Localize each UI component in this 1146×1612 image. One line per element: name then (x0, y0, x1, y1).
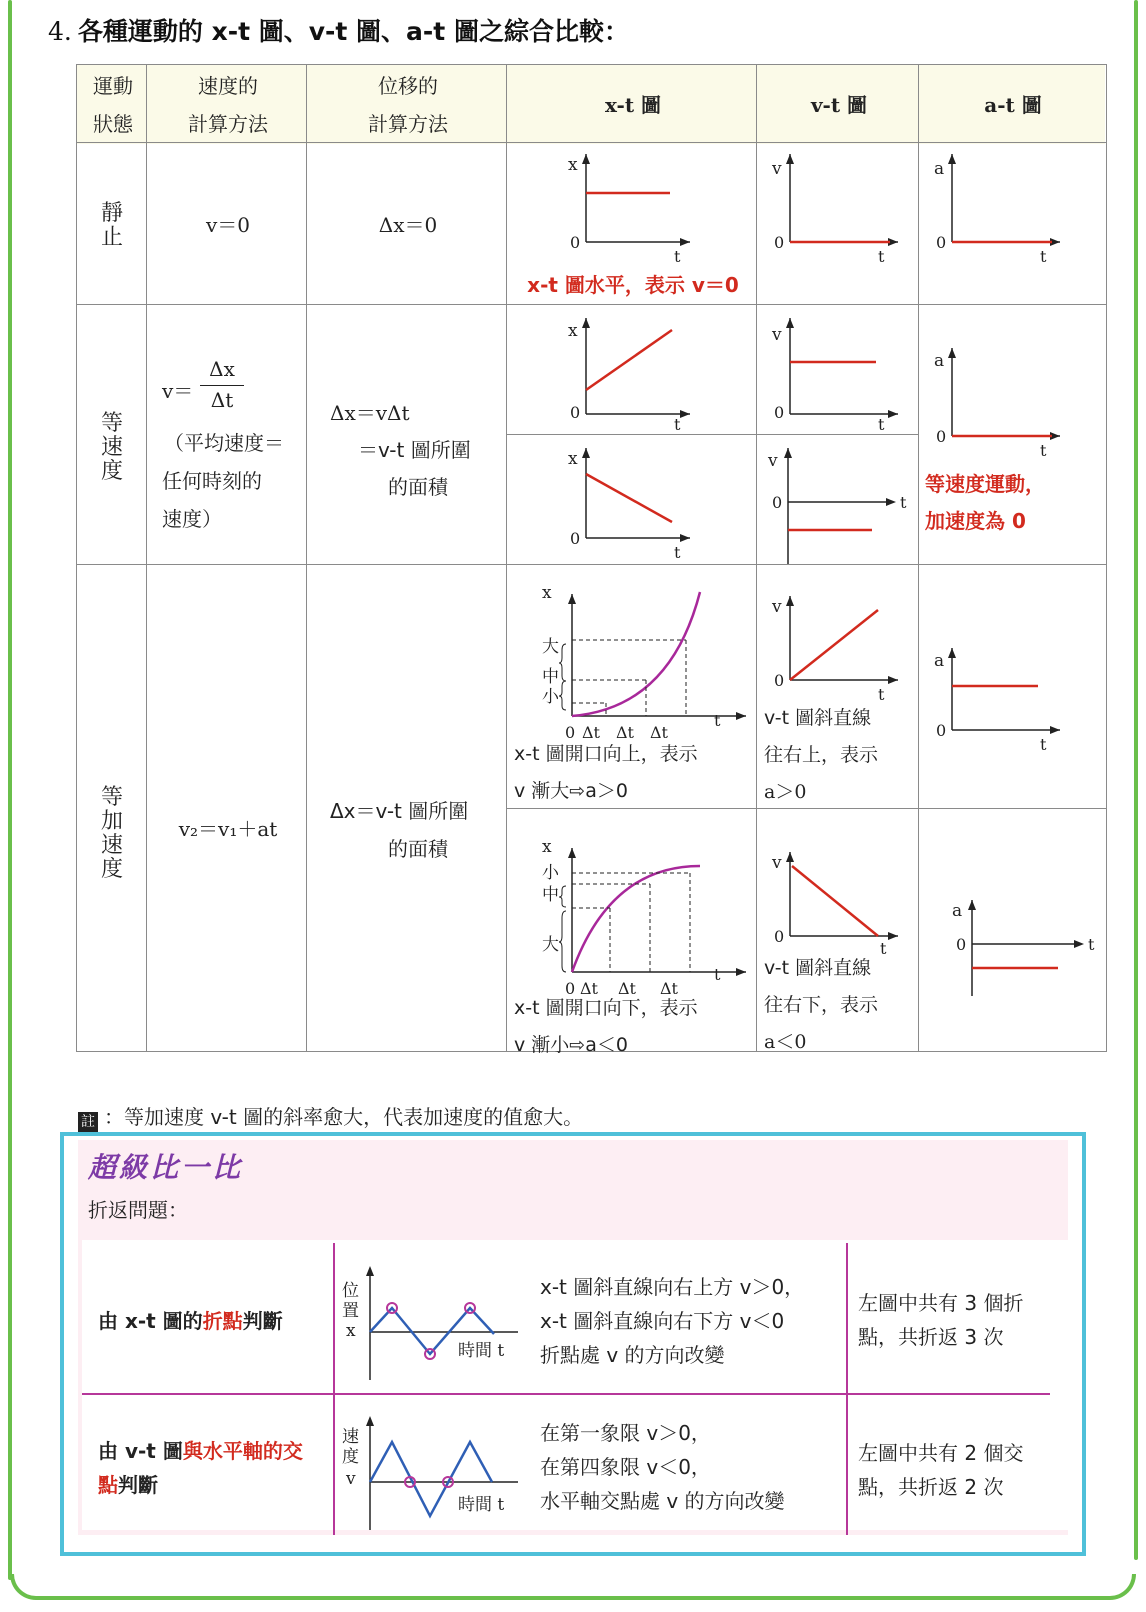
velocity-note-line2: 任何時刻的 (162, 469, 262, 493)
row1-method-post: 判斷 (242, 1309, 283, 1333)
origin-label: 0 (565, 979, 576, 998)
accel-up-vt-graph (760, 590, 920, 706)
uniform-at-caption-line1: 等速度運動， (925, 472, 1045, 496)
row2-method-post: 判斷 (118, 1473, 158, 1497)
label-mid: 中 (542, 667, 559, 687)
t-axis-arrow (680, 238, 690, 246)
a-axis-label: a (952, 901, 963, 921)
compare-row1-result (858, 1286, 1023, 1354)
delta-t-2: Δt (616, 723, 634, 742)
section-title: 各種運動的 x-t 圖、v-t 圖、a-t 圖之綜合比較： (77, 17, 629, 46)
a-axis-label: a (934, 351, 945, 371)
t-axis-label: t (900, 493, 907, 512)
velocity-formula-prefix: v＝ (162, 379, 194, 403)
xt-line (586, 330, 672, 390)
velocity-formula-numerator: Δx (209, 357, 235, 381)
header-vt-graph: v-t 圖 (810, 93, 868, 117)
uniform-at-caption (925, 466, 1045, 540)
header-at-graph: a-t 圖 (984, 93, 1042, 117)
accel-down-xt-graph (520, 837, 750, 998)
page-frame-right (1134, 0, 1138, 1560)
note-mark: 註 (78, 1112, 98, 1132)
row2-explain-3: 水平軸交點處 v 的方向改變 (540, 1489, 785, 1513)
t-axis-label: t (674, 543, 681, 562)
compare-row-divider (82, 1393, 1050, 1395)
uniform-at-caption-line2: 加速度為 0 (925, 509, 1026, 533)
row1-explain-1: x-t 圖斜直線向右上方 v＞0， (540, 1275, 805, 1299)
x-axis-label: x (568, 449, 578, 469)
accel-up-vt-caption-line2: 往右上，表示 (764, 744, 879, 766)
accel-down-vt-caption (764, 950, 878, 1061)
header-state (78, 67, 148, 143)
origin-label: 0 (772, 493, 783, 512)
origin-label: 0 (936, 721, 947, 740)
row1-method-highlight: 折點 (202, 1309, 243, 1333)
row2-method-pre: 由 v-t 圖 (98, 1439, 183, 1463)
x-label: 時間 t (458, 1495, 505, 1515)
row2-explain-2: 在第四象限 v＜0， (540, 1455, 711, 1479)
x-axis-label: x (542, 583, 552, 603)
v-axis-label: v (772, 325, 782, 345)
header-state-line2: 狀態 (93, 112, 133, 136)
v-axis-label: v (772, 159, 782, 179)
label-big: 大 (542, 637, 559, 657)
compare-row1-explain (540, 1270, 804, 1372)
compare-box-title: 超級比一比 (88, 1151, 244, 1184)
xt-curve (572, 866, 700, 972)
header-velocity (148, 67, 308, 143)
x-axis-label: x (568, 155, 578, 175)
row2-explain-1: 在第一象限 v＞0， (540, 1421, 711, 1445)
rest-vt-graph (760, 146, 920, 266)
t-axis-label: t (878, 685, 885, 704)
header-displacement-line2: 計算方法 (368, 112, 448, 136)
t-axis-label: t (1088, 935, 1095, 954)
accel-up-vt-caption (764, 700, 878, 811)
accel-down-vt-caption-line2: 往右下，表示 (764, 994, 879, 1016)
t-axis-label: t (1040, 441, 1047, 460)
y-label-2: 置 (342, 1301, 359, 1321)
row2-result-2: 點，共折返 2 次 (858, 1475, 1004, 1499)
a-axis-label: a (934, 159, 945, 179)
y-label-3: x (346, 1321, 356, 1341)
accel-up-xt-graph (520, 583, 750, 748)
uniform-pos-xt-graph (508, 310, 758, 434)
vt-line (792, 866, 878, 936)
delta-t-3: Δt (650, 723, 668, 742)
guide-lines (572, 640, 686, 716)
accel-up-vt-caption-line1: v-t 圖斜直線 (764, 707, 872, 729)
origin-label: 0 (774, 927, 785, 946)
origin-label: 0 (936, 427, 947, 446)
accel-down-vt-caption-line3: a＜0 (764, 1031, 807, 1053)
origin-label: 0 (774, 233, 785, 252)
xt-line (586, 474, 672, 522)
t-axis-label: t (674, 247, 681, 266)
header-displacement-line1: 位移的 (378, 74, 438, 98)
uniform-neg-xt-graph (508, 440, 758, 564)
t-axis-label: t (674, 415, 681, 434)
header-state-line1: 運動 (93, 74, 133, 98)
t-axis-label: t (1040, 735, 1047, 754)
row1-result-2: 點，共折返 3 次 (858, 1325, 1004, 1349)
label-small: 小 (542, 687, 559, 707)
compare-box-subtitle: 折返問題： (88, 1198, 188, 1222)
accel-down-xt-caption-line2: v 漸小⇨a＜0 (514, 1034, 628, 1056)
t-axis-label: t (878, 247, 885, 266)
vt-line (790, 610, 878, 680)
row1-explain-3: 折點處 v 的方向改變 (540, 1343, 725, 1367)
row1-explain-2: x-t 圖斜直線向右下方 v＜0 (540, 1309, 785, 1333)
row-rest-state: 靜止 (100, 201, 123, 250)
origin-label: 0 (956, 935, 967, 954)
uniform-at-graph (922, 340, 1102, 460)
accel-down-vt-graph (760, 846, 920, 962)
velocity-note-line1: （平均速度＝ (164, 431, 284, 455)
rest-at-graph (922, 146, 1102, 266)
accel-down-xt-caption-line1: x-t 圖開口向下，表示 (514, 997, 698, 1019)
label-mid: 中 (542, 885, 559, 905)
accel-pos-at-graph (922, 640, 1102, 760)
note-text: ：等加速度 v-t 圖的斜率愈大，代表加速度的值愈大。 (104, 1105, 584, 1129)
origin-label: 0 (570, 529, 581, 548)
y-label-2: 度 (342, 1447, 359, 1467)
t-axis-label: t (714, 965, 721, 984)
compare-row1-method (98, 1304, 283, 1338)
y-label-3: v (346, 1469, 356, 1489)
origin-label: 0 (565, 723, 576, 742)
velocity-formula-denominator: Δt (210, 388, 234, 412)
row-rest-velocity: v＝0 (205, 213, 251, 237)
accel-neg-at-graph (922, 896, 1102, 1006)
row1-result-1: 左圖中共有 3 個折 (858, 1291, 1024, 1315)
header-velocity-line2: 計算方法 (188, 112, 268, 136)
delta-t-3: Δt (660, 979, 678, 998)
row-accel-state: 等加速度 (100, 785, 123, 882)
note (78, 1101, 583, 1132)
accel-up-xt-caption-line2: v 漸大⇨a＞0 (514, 780, 628, 802)
displacement-line2: ＝v-t 圖所圍 (358, 438, 471, 462)
row1-method-pre: 由 x-t 圖的 (98, 1309, 203, 1333)
t-axis-label: t (714, 711, 721, 730)
accel-up-xt-caption-line1: x-t 圖開口向上，表示 (514, 743, 698, 765)
xt-curve (572, 592, 700, 716)
compare-col-divider-1 (333, 1243, 335, 1535)
accel-displacement-line1: Δx＝v-t 圖所圍 (330, 799, 469, 823)
row-rest-displacement: Δx＝0 (378, 213, 438, 237)
accel-up-xt-caption (514, 736, 698, 810)
x-axis-arrow (582, 154, 590, 164)
velocity-note-line3: 速度） (162, 507, 222, 531)
header-xt-graph: x-t 圖 (604, 93, 662, 117)
t-axis-label: t (880, 939, 887, 958)
rest-xt-graph (508, 146, 758, 266)
v-axis-label: v (768, 451, 778, 471)
row-accel-velocity: v₂＝v₁＋at (178, 817, 278, 841)
delta-t-1: Δt (582, 723, 600, 742)
header-velocity-line1: 速度的 (198, 74, 258, 98)
displacement-line1: Δx＝vΔt (330, 401, 410, 425)
uniform-pos-vt-graph (760, 310, 920, 434)
row2-method-highlight: 與水平軸的交 (182, 1439, 303, 1463)
accel-up-vt-caption-line3: a＞0 (764, 781, 807, 803)
turning-vt-graph (340, 1412, 540, 1532)
origin-label: 0 (570, 403, 581, 422)
y-label-1: 位 (342, 1281, 359, 1301)
v-axis-label: v (772, 597, 782, 617)
delta-t-1: Δt (580, 979, 598, 998)
x-label: 時間 t (458, 1341, 505, 1361)
displacement-line3: 的面積 (388, 475, 448, 499)
y-label-1: 速 (342, 1427, 359, 1447)
brace-mid (559, 644, 566, 681)
brace-mid (559, 886, 566, 907)
uniform-neg-vt-graph (760, 440, 920, 564)
rest-xt-caption: x-t 圖水平，表示 v＝0 (527, 273, 739, 297)
turning-xt-graph (340, 1262, 540, 1382)
accel-displacement-line2: 的面積 (388, 837, 448, 861)
origin-label: 0 (774, 403, 785, 422)
v-axis-label: v (772, 853, 782, 873)
origin-label: 0 (774, 671, 785, 690)
compare-row2-result (858, 1436, 1023, 1504)
header-displacement (308, 67, 508, 143)
label-big: 大 (542, 935, 559, 955)
accel-down-vt-caption-line1: v-t 圖斜直線 (764, 957, 872, 979)
origin-label: 0 (936, 233, 947, 252)
a-axis-label: a (934, 651, 945, 671)
row2-method-highlight-2: 點 (98, 1473, 118, 1497)
row-uniform-state: 等速度 (100, 411, 123, 484)
row2-result-1: 左圖中共有 2 個交 (858, 1441, 1024, 1465)
t-axis-label: t (1040, 247, 1047, 266)
compare-col-divider-2 (846, 1243, 848, 1535)
x-axis-label: x (568, 321, 578, 341)
label-small: 小 (542, 863, 559, 883)
page-frame-bottom (10, 1574, 1136, 1600)
compare-row2-explain (540, 1416, 785, 1518)
t-axis-label: t (878, 415, 885, 434)
compare-row2-method (98, 1434, 303, 1502)
section-heading (48, 12, 629, 48)
brace-big (559, 911, 566, 972)
accel-down-xt-caption (514, 990, 698, 1064)
origin-label: 0 (570, 233, 581, 252)
x-axis-label: x (542, 837, 552, 857)
brace-small (559, 681, 566, 710)
delta-t-2: Δt (618, 979, 636, 998)
section-number: 4. (48, 17, 72, 46)
page-frame-left (8, 0, 12, 1580)
